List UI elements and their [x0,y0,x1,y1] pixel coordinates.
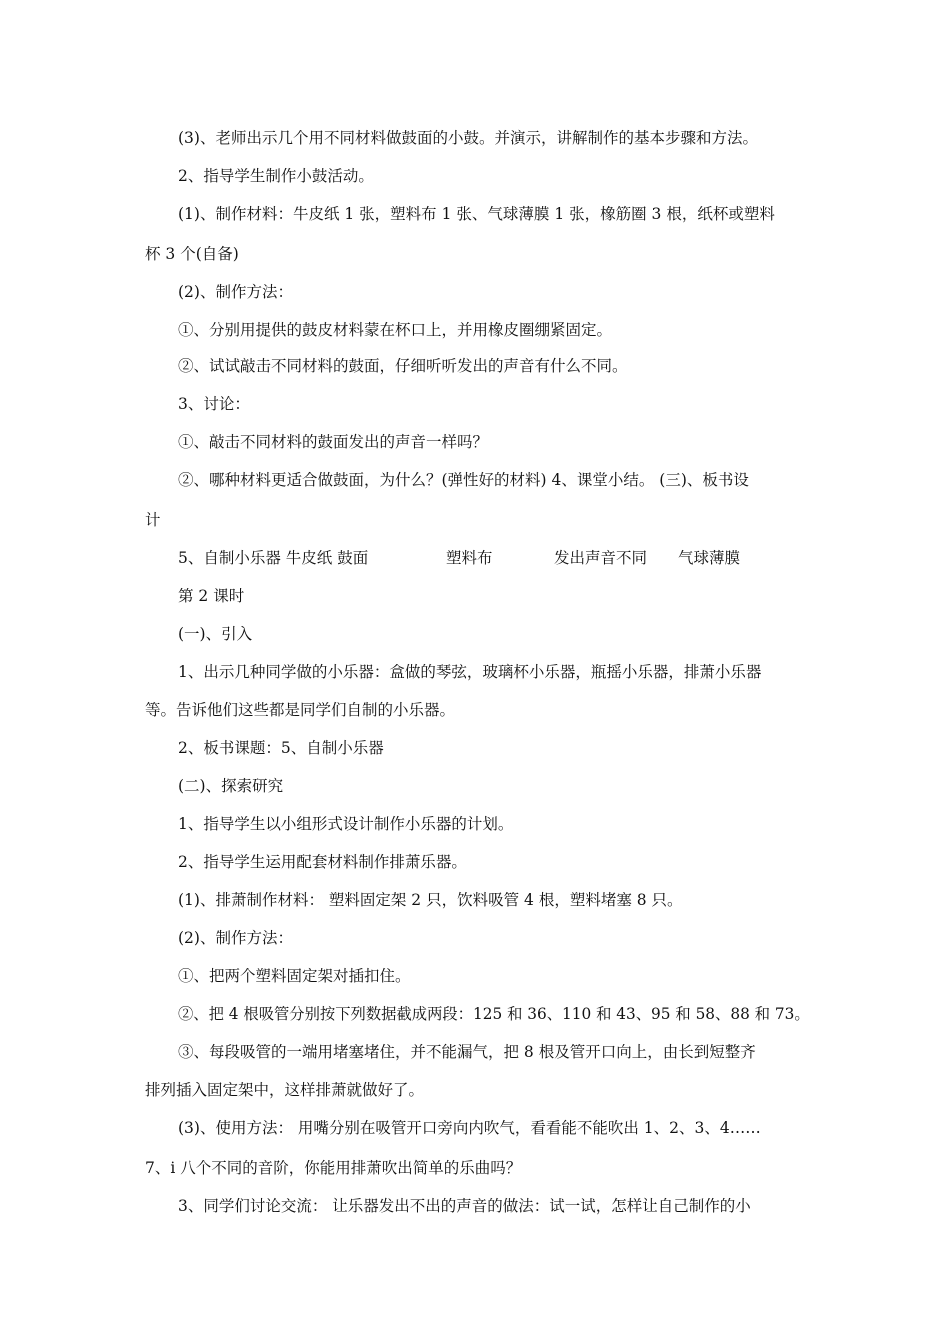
text-line: (1)、制作材料：牛皮纸 1 张，塑料布 1 张、气球薄膜 1 张，橡筋圈 3 根，纸杯或塑料 [178,205,775,223]
text-line: ②、试试敲击不同材料的鼓面，仔细听听发出的声音有什么不同。 [178,357,628,375]
text-line: ①、分别用提供的鼓皮材料蒙在杯口上，并用橡皮圈绷紧固定。 [178,321,613,339]
text-line: (一)、引入 [178,625,253,643]
text-line: (3)、使用方法： 用嘴分别在吸管开口旁向内吹气，看看能不能吹出 1、2、3、4…… [178,1119,761,1137]
board-item: 塑料布 [446,549,493,567]
text-line: (2)、制作方法： [178,283,293,301]
section-heading: 第 2 课时 [178,587,245,605]
text-line: 2、指导学生运用配套材料制作排萧乐器。 [178,853,467,871]
text-line: 2、板书课题：5、自制小乐器 [178,739,384,757]
text-line: 1、出示几种同学做的小乐器：盒做的琴弦，玻璃杯小乐器，瓶摇小乐器，排萧小乐器 [178,663,762,681]
text-line: ③、每段吸管的一端用堵塞堵住，并不能漏气，把 8 根及管开口向上，由长到短整齐 [178,1043,756,1061]
text-line: ②、把 4 根吸管分别按下列数据截成两段：125 和 36、110 和 43、95 和 58、88 和 73。 [178,1005,810,1023]
board-design-row [178,548,778,568]
text-line: (1)、排萧制作材料： 塑料固定架 2 只，饮料吸管 4 根，塑料堵塞 8 只。 [178,891,683,909]
text-line: ②、哪种材料更适合做鼓面，为什么？(弹性好的材料) 4、课堂小结。 (三)、板书设 [178,471,749,489]
board-item: 发出声音不同 [554,549,648,567]
text-line: 1、指导学生以小组形式设计制作小乐器的计划。 [178,815,514,833]
text-line: ①、把两个塑料固定架对插扣住。 [178,967,411,985]
text-line: 杯 3 个(自备) [145,245,239,263]
board-title: 5、自制小乐器 牛皮纸 鼓面 [178,549,369,567]
text-line: 3、同学们讨论交流： 让乐器发出不出的声音的做法：试一试，怎样让自己制作的小 [178,1197,751,1215]
text-line: 排列插入固定架中，这样排萧就做好了。 [145,1081,425,1099]
text-line: 7、i 八个不同的音阶，你能用排萧吹出简单的乐曲吗？ [145,1159,522,1177]
text-line: 3、讨论： [178,395,250,413]
text-line: 计 [145,511,161,529]
text-line: (3)、老师出示几个用不同材料做鼓面的小鼓。并演示，讲解制作的基本步骤和方法。 [178,129,758,147]
text-line: (2)、制作方法： [178,929,293,947]
text-line: ①、敲击不同材料的鼓面发出的声音一样吗？ [178,433,489,451]
text-line: 2、指导学生制作小鼓活动。 [178,167,374,185]
board-item: 气球薄膜 [678,549,741,567]
text-line: 等。告诉他们这些都是同学们自制的小乐器。 [145,701,456,719]
text-line: (二)、探索研究 [178,777,284,795]
